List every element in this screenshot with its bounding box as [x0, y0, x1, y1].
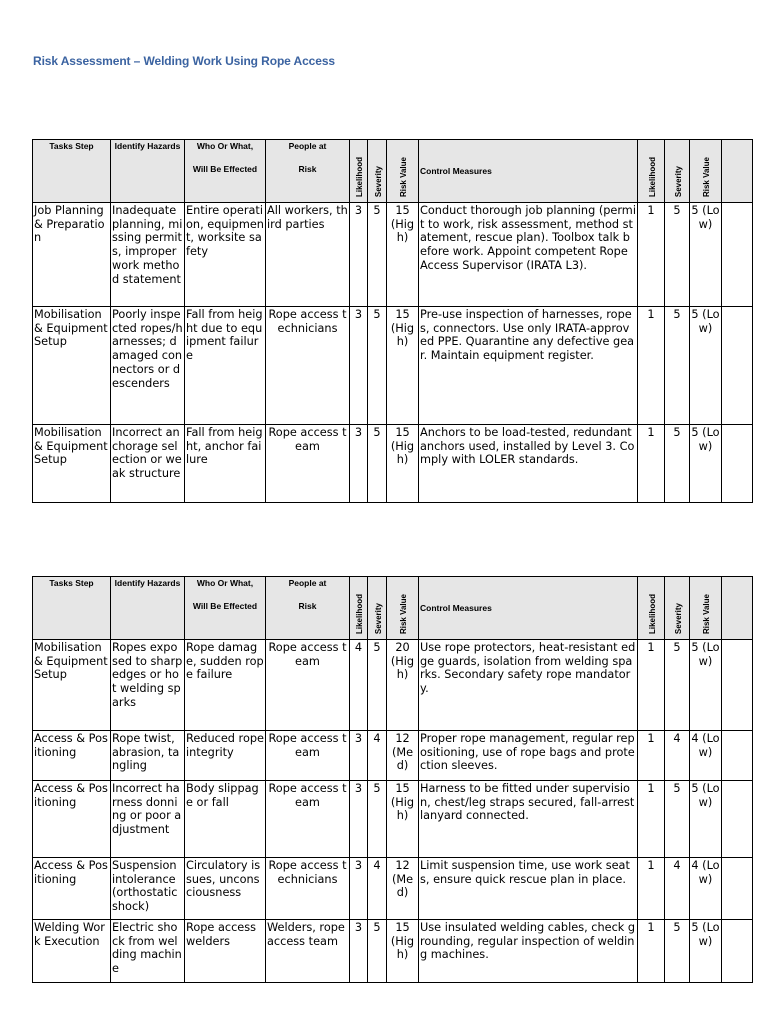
who-cell: Circulatory issues, unconsciousness [185, 858, 266, 920]
hazard-cell: Electric shock from welding machine [111, 920, 185, 983]
likelihood-cell: 3 [350, 731, 368, 781]
control-cell: Limit suspension time, use work seats, ensure quick rescue plan in place. [419, 858, 638, 920]
header-task: Tasks Step [33, 577, 111, 640]
residual-severity-cell: 5 [665, 640, 690, 731]
people-cell: Rope access technicians [266, 858, 350, 920]
header-blank [722, 577, 753, 640]
risk-table-1 [32, 139, 753, 503]
residual-severity-cell: 5 [665, 781, 690, 858]
residual-severity-cell: 5 [665, 425, 690, 503]
residual-risk-value-cell: 5 (Low) [690, 203, 722, 307]
control-cell: Harness to be fitted under supervision, chest/leg straps secured, fall-arrest lanyard connected. [419, 781, 638, 858]
residual-risk-value-cell: 4 (Low) [690, 731, 722, 781]
header-control: Control Measures [419, 577, 638, 640]
risk-value-cell: 15 (High) [387, 781, 419, 858]
who-cell: Rope damage, sudden rope failure [185, 640, 266, 731]
header-likelihood: Likelihood [350, 577, 368, 640]
task-cell: Welding Work Execution [33, 920, 111, 983]
residual-severity-cell: 5 [665, 307, 690, 425]
likelihood-cell: 3 [350, 781, 368, 858]
who-cell: Fall from height, anchor failure [185, 425, 266, 503]
header-likelihood-residual: Likelihood [638, 140, 665, 203]
control-cell: Use rope protectors, heat-resistant edge guards, isolation from welding sparks. Secondary safety rope mandatory. [419, 640, 638, 731]
risk-value-cell: 15 (High) [387, 203, 419, 307]
risk-value-cell: 15 (High) [387, 307, 419, 425]
blank-cell [722, 203, 753, 307]
document-title: Risk Assessment – Welding Work Using Rope Access [33, 54, 335, 68]
people-cell: Rope access team [266, 425, 350, 503]
task-cell: Mobilisation & Equipment Setup [33, 640, 111, 731]
header-task: Tasks Step [33, 140, 111, 203]
header-severity-residual: Severity [665, 140, 690, 203]
people-cell: Rope access technicians [266, 307, 350, 425]
residual-risk-value-cell: 5 (Low) [690, 307, 722, 425]
hazard-cell: Inadequate planning, missing permits, improper work method statement [111, 203, 185, 307]
table-header-row [33, 140, 753, 203]
task-cell: Job Planning & Preparation [33, 203, 111, 307]
residual-likelihood-cell: 1 [638, 858, 665, 920]
blank-cell [722, 731, 753, 781]
header-people: People at Risk [266, 577, 350, 640]
table-header-row [33, 577, 753, 640]
who-cell: Entire operation, equipment, worksite safety [185, 203, 266, 307]
hazard-cell: Rope twist, abrasion, tangling [111, 731, 185, 781]
risk-value-cell: 12 (Med) [387, 858, 419, 920]
header-likelihood: Likelihood [350, 140, 368, 203]
hazard-cell: Ropes exposed to sharp edges or hot welding sparks [111, 640, 185, 731]
residual-severity-cell: 5 [665, 203, 690, 307]
table-row [33, 203, 753, 307]
blank-cell [722, 425, 753, 503]
risk-table-2 [32, 576, 753, 983]
header-risk-value: Risk Value [387, 577, 419, 640]
header-severity: Severity [368, 140, 387, 203]
task-cell: Mobilisation & Equipment Setup [33, 425, 111, 503]
risk-value-cell: 15 (High) [387, 425, 419, 503]
control-cell: Anchors to be load-tested, redundant anchors used, installed by Level 3. Comply with LOLER standards. [419, 425, 638, 503]
people-cell: Rope access team [266, 781, 350, 858]
hazard-cell: Poorly inspected ropes/harnesses; damaged connectors or descenders [111, 307, 185, 425]
severity-cell: 5 [368, 203, 387, 307]
header-hazard: Identify Hazards [111, 140, 185, 203]
hazard-cell: Incorrect anchorage selection or weak structure [111, 425, 185, 503]
people-cell: Welders, rope access team [266, 920, 350, 983]
header-blank [722, 140, 753, 203]
control-cell: Conduct thorough job planning (permit to work, risk assessment, method statement, rescue plan). Toolbox talk before work. Appoint competent Rope Access Supervisor (IRATA L3). [419, 203, 638, 307]
severity-cell: 5 [368, 307, 387, 425]
likelihood-cell: 3 [350, 858, 368, 920]
likelihood-cell: 3 [350, 920, 368, 983]
people-cell: Rope access team [266, 640, 350, 731]
hazard-cell: Incorrect harness donning or poor adjustment [111, 781, 185, 858]
hazard-cell: Suspension intolerance (orthostatic shock) [111, 858, 185, 920]
task-cell: Access & Positioning [33, 781, 111, 858]
task-cell: Mobilisation & Equipment Setup [33, 307, 111, 425]
header-hazard: Identify Hazards [111, 577, 185, 640]
people-cell: All workers, third parties [266, 203, 350, 307]
blank-cell [722, 920, 753, 983]
likelihood-cell: 3 [350, 307, 368, 425]
blank-cell [722, 781, 753, 858]
table-row [33, 425, 753, 503]
residual-likelihood-cell: 1 [638, 781, 665, 858]
residual-severity-cell: 5 [665, 920, 690, 983]
residual-likelihood-cell: 1 [638, 307, 665, 425]
risk-value-cell: 12 (Med) [387, 731, 419, 781]
people-cell: Rope access team [266, 731, 350, 781]
header-who: Who Or What, Will Be Effected [185, 140, 266, 203]
severity-cell: 4 [368, 731, 387, 781]
likelihood-cell: 3 [350, 203, 368, 307]
residual-severity-cell: 4 [665, 858, 690, 920]
task-cell: Access & Positioning [33, 731, 111, 781]
residual-risk-value-cell: 5 (Low) [690, 640, 722, 731]
header-control: Control Measures [419, 140, 638, 203]
residual-likelihood-cell: 1 [638, 203, 665, 307]
table-row [33, 858, 753, 920]
header-likelihood-residual: Likelihood [638, 577, 665, 640]
severity-cell: 4 [368, 858, 387, 920]
header-risk-value: Risk Value [387, 140, 419, 203]
header-severity-residual: Severity [665, 577, 690, 640]
control-cell: Proper rope management, regular repositioning, use of rope bags and protection sleeves. [419, 731, 638, 781]
header-people: People at Risk [266, 140, 350, 203]
blank-cell [722, 858, 753, 920]
residual-likelihood-cell: 1 [638, 920, 665, 983]
who-cell: Fall from height due to equipment failure [185, 307, 266, 425]
who-cell: Rope access welders [185, 920, 266, 983]
residual-severity-cell: 4 [665, 731, 690, 781]
residual-likelihood-cell: 1 [638, 640, 665, 731]
blank-cell [722, 640, 753, 731]
table-row [33, 781, 753, 858]
who-cell: Body slippage or fall [185, 781, 266, 858]
table-row [33, 731, 753, 781]
table-row [33, 307, 753, 425]
table-row [33, 640, 753, 731]
residual-likelihood-cell: 1 [638, 425, 665, 503]
severity-cell: 5 [368, 781, 387, 858]
header-risk-value-residual: Risk Value [690, 140, 722, 203]
severity-cell: 5 [368, 425, 387, 503]
task-cell: Access & Positioning [33, 858, 111, 920]
header-risk-value-residual: Risk Value [690, 577, 722, 640]
residual-likelihood-cell: 1 [638, 731, 665, 781]
residual-risk-value-cell: 5 (Low) [690, 781, 722, 858]
blank-cell [722, 307, 753, 425]
header-who: Who Or What, Will Be Effected [185, 577, 266, 640]
residual-risk-value-cell: 4 (Low) [690, 858, 722, 920]
control-cell: Pre-use inspection of harnesses, ropes, connectors. Use only IRATA-approved PPE. Quarantine any defective gear. Maintain equipment register. [419, 307, 638, 425]
who-cell: Reduced rope integrity [185, 731, 266, 781]
risk-value-cell: 20 (High) [387, 640, 419, 731]
likelihood-cell: 3 [350, 425, 368, 503]
likelihood-cell: 4 [350, 640, 368, 731]
control-cell: Use insulated welding cables, check grounding, regular inspection of welding machines. [419, 920, 638, 983]
residual-risk-value-cell: 5 (Low) [690, 920, 722, 983]
risk-value-cell: 15 (High) [387, 920, 419, 983]
severity-cell: 5 [368, 640, 387, 731]
severity-cell: 5 [368, 920, 387, 983]
residual-risk-value-cell: 5 (Low) [690, 425, 722, 503]
header-severity: Severity [368, 577, 387, 640]
table-row [33, 920, 753, 983]
